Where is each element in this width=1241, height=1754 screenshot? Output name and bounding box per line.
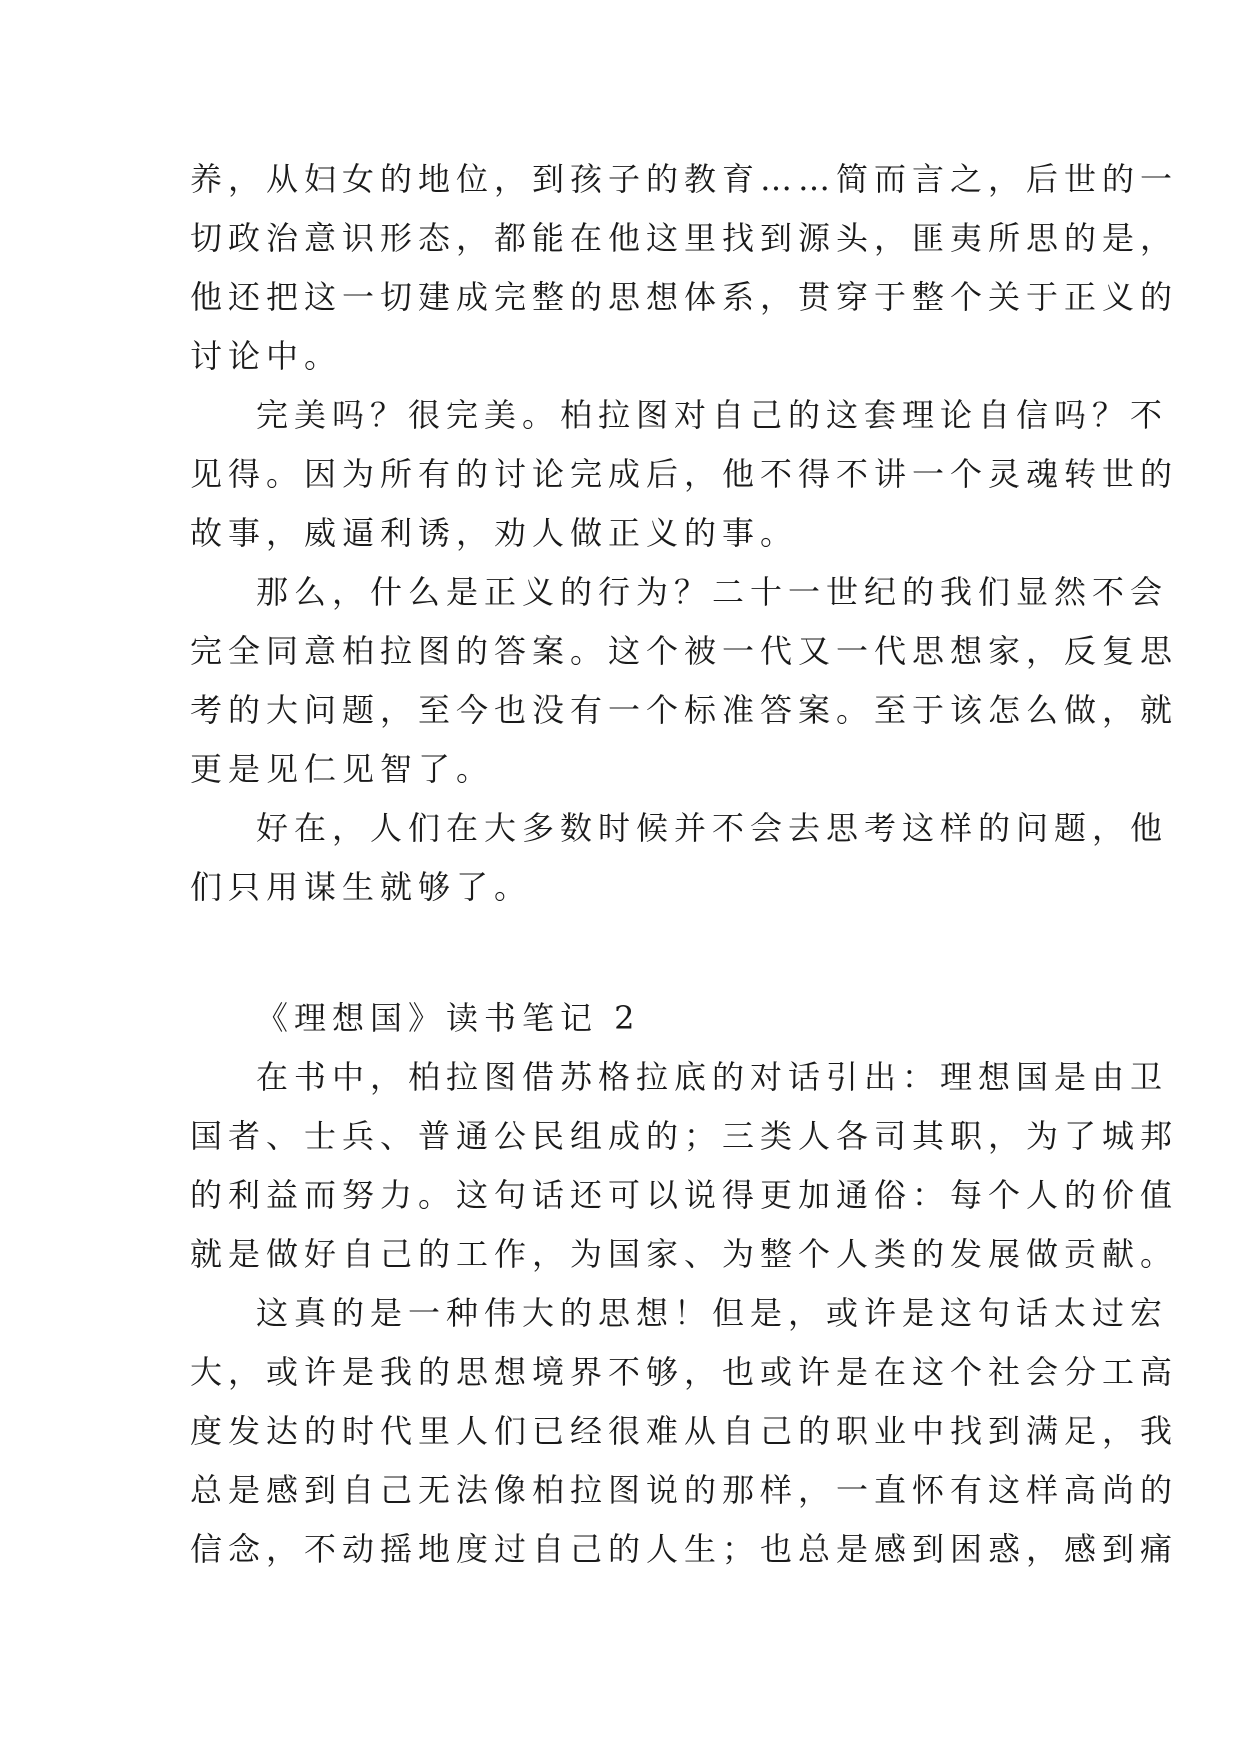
text-line: 度发达的时代里人们已经很难从自己的职业中找到满足，我 bbox=[190, 1412, 1179, 1450]
text-line: 就是做好自己的工作，为国家、为整个人类的发展做贡献。 bbox=[190, 1235, 1179, 1273]
paragraph-1 bbox=[190, 150, 1179, 386]
text-line: 更是见仁见智了。 bbox=[190, 750, 495, 788]
text-line: 切政治意识形态，都能在他这里找到源头，匪夷所思的是， bbox=[190, 219, 1179, 257]
text-line: 养，从妇女的地位，到孩子的教育……简而言之，后世的一 bbox=[190, 160, 1179, 198]
text-line: 好在，人们在大多数时候并不会去思考这样的问题，他 bbox=[256, 809, 1169, 847]
section-spacer bbox=[190, 917, 1060, 989]
text-line: 大，或许是我的思想境界不够，也或许是在这个社会分工高 bbox=[190, 1353, 1179, 1391]
text-line: 故事，威逼利诱，劝人做正义的事。 bbox=[190, 514, 799, 552]
paragraph-4 bbox=[190, 799, 1169, 917]
paragraph-2 bbox=[190, 386, 1179, 563]
text-line: 在书中，柏拉图借苏格拉底的对话引出：理想国是由卫 bbox=[256, 1058, 1169, 1096]
text-line: 那么，什么是正义的行为？二十一世纪的我们显然不会 bbox=[256, 573, 1169, 611]
text-line: 们只用谋生就够了。 bbox=[190, 868, 533, 906]
paragraph-6 bbox=[190, 1284, 1179, 1579]
text-line: 完全同意柏拉图的答案。这个被一代又一代思想家，反复思 bbox=[190, 632, 1179, 670]
text-line: 总是感到自己无法像柏拉图说的那样，一直怀有这样高尚的 bbox=[190, 1471, 1179, 1509]
text-line: 国者、士兵、普通公民组成的；三类人各司其职，为了城邦 bbox=[190, 1117, 1179, 1155]
text-line: 这真的是一种伟大的思想！但是，或许是这句话太过宏 bbox=[256, 1294, 1169, 1332]
text-line: 的利益而努力。这句话还可以说得更加通俗：每个人的价值 bbox=[190, 1176, 1179, 1214]
text-line: 完美吗？很完美。柏拉图对自己的这套理论自信吗？不 bbox=[256, 396, 1169, 434]
paragraph-3 bbox=[190, 563, 1179, 799]
text-line: 讨论中。 bbox=[190, 337, 343, 375]
text-line: 考的大问题，至今也没有一个标准答案。至于该怎么做，就 bbox=[190, 691, 1179, 729]
text-line: 他还把这一切建成完整的思想体系，贯穿于整个关于正义的 bbox=[190, 278, 1179, 316]
section-title: 《理想国》读书笔记 2 bbox=[256, 999, 641, 1037]
text-line: 信念，不动摇地度过自己的人生；也总是感到困惑，感到痛 bbox=[190, 1530, 1179, 1568]
paragraph-5 bbox=[190, 1048, 1179, 1284]
text-line: 见得。因为所有的讨论完成后，他不得不讲一个灵魂转世的 bbox=[190, 455, 1179, 493]
document-body bbox=[190, 150, 1179, 1579]
